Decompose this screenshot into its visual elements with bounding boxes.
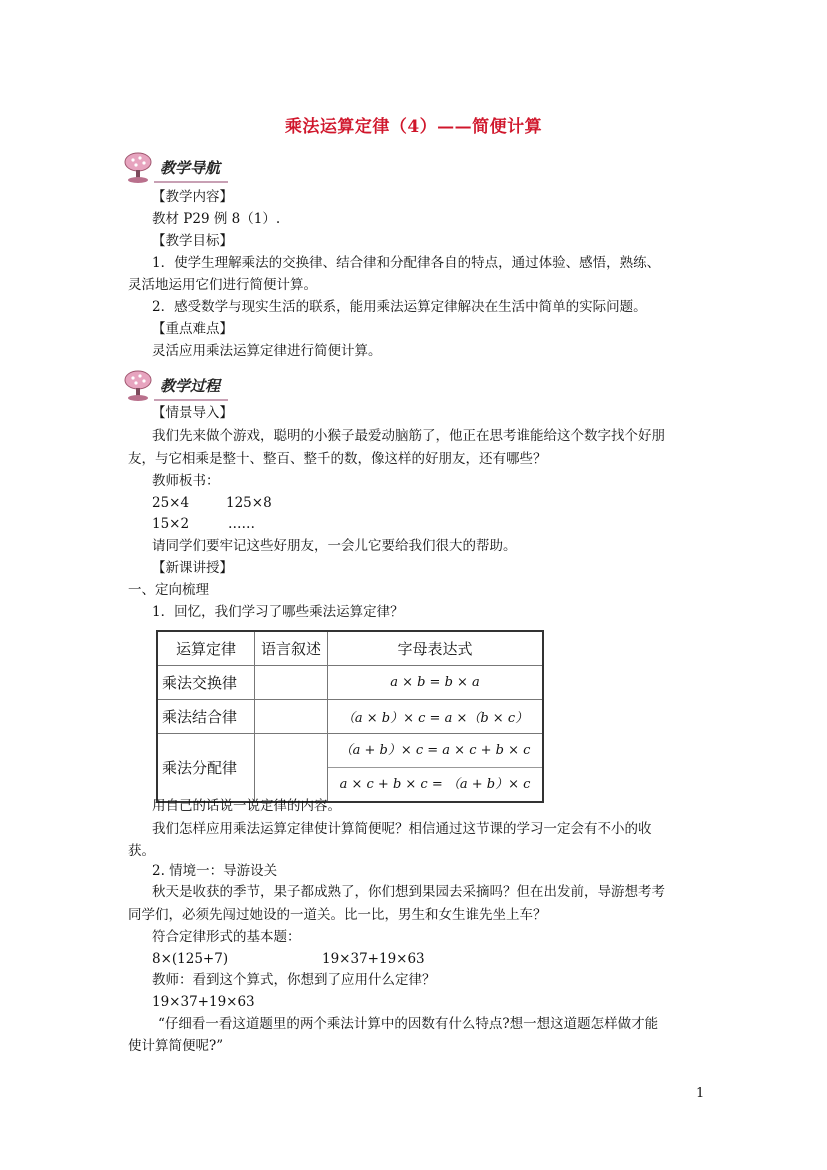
law-expression-pair	[328, 734, 544, 803]
table-row	[157, 734, 543, 803]
example-3: 19×37+19×63	[152, 994, 255, 1010]
remember-text: 请同学们要牢记这些好朋友，一会儿它要给我们很大的帮助。	[152, 538, 517, 554]
law-name: 乘法交换律	[157, 666, 255, 700]
law-expression: （a × b）× c = a ×（b × c）	[328, 700, 544, 734]
example-1: 8×(125+7)	[152, 951, 229, 967]
laws-table	[156, 630, 544, 803]
table-header: 字母表达式	[328, 631, 544, 666]
pair-2b: ……	[228, 516, 255, 532]
quote-b: 使计算简便呢?”	[128, 1038, 224, 1054]
how-a: 我们怎样应用乘法运算定律使计算简便呢？相信通过这节课的学习一定会有不小的收	[152, 821, 652, 837]
example-2: 19×37+19×63	[322, 951, 425, 967]
table-header-row	[157, 631, 543, 666]
heading-goals: 【教学目标】	[152, 233, 233, 249]
table-header: 运算定律	[157, 631, 255, 666]
scene-2: 2. 情境一：导游设关	[152, 863, 278, 879]
heading-content: 【教学内容】	[152, 189, 233, 205]
table-row	[157, 666, 543, 700]
content-text: 教材 P29 例 8（1）.	[152, 211, 281, 227]
heading-key: 【重点难点】	[152, 321, 233, 337]
section-badge-process	[118, 368, 258, 402]
table-row	[157, 700, 543, 734]
heading-new: 【新课讲授】	[152, 560, 233, 576]
quote-a: “仔细看一看这道题里的两个乘法计算中的因数有什么特点?想一想这道题怎样做才能	[158, 1016, 659, 1032]
intro-a: 我们先来做个游戏，聪明的小猴子最爱动脑筋了，他正在思考谁能给这个数字找个好朋	[152, 428, 665, 444]
page-title: 乘法运算定律（4）——简便计算	[284, 117, 543, 137]
autumn-b: 同学们，必须先闯过她设的一道关。比一比，男生和女生谁先坐上车？	[128, 907, 547, 923]
pair-1a: 25×4	[152, 495, 190, 511]
heading-intro: 【情景导入】	[152, 405, 233, 421]
law-expression: （a + b）× c = a × c + b × c	[328, 734, 542, 768]
how-b: 获。	[128, 843, 155, 859]
badge-label: 教学导航	[154, 156, 228, 183]
board-label: 教师板书：	[152, 473, 220, 489]
law-name: 乘法结合律	[157, 700, 255, 734]
basic-label: 符合定律形式的基本题：	[152, 929, 301, 945]
key-text: 灵活应用乘法运算定律进行简便计算。	[152, 343, 382, 359]
goal-1a: 1．使学生理解乘法的交换律、结合律和分配律各自的特点，通过体验、感悟，熟练、	[152, 255, 661, 271]
law-description	[255, 700, 328, 734]
intro-b: 友，与它相乘是整十、整百、整千的数，像这样的好朋友，还有哪些？	[128, 451, 547, 467]
teacher-question: 教师：看到这个算式，你想到了应用什么定律？	[152, 972, 436, 988]
law-expression: a × b = b × a	[328, 666, 544, 700]
lamp-icon	[118, 368, 158, 402]
badge-label: 教学过程	[154, 374, 228, 401]
pair-2a: 15×2	[152, 516, 190, 532]
pair-1b: 125×8	[226, 495, 272, 511]
question-1: 1．回忆，我们学习了哪些乘法运算定律？	[152, 604, 404, 620]
table-header: 语言叙述	[255, 631, 328, 666]
section-badge-guide	[118, 150, 258, 184]
goal-1b: 灵活地运用它们进行简便计算。	[128, 277, 317, 293]
part-1: 一、定向梳理	[128, 582, 209, 598]
after-table-text: 用自己的话说一说定律的内容。	[152, 798, 341, 814]
law-name: 乘法分配律	[157, 734, 255, 803]
autumn-a: 秋天是收获的季节，果子都成熟了，你们想到果园去采摘吗？但在出发前，导游想考考	[152, 884, 665, 900]
page-number: 1	[696, 1086, 705, 1101]
lamp-icon	[118, 150, 158, 184]
law-description	[255, 734, 328, 803]
law-description	[255, 666, 328, 700]
law-expression: a × c + b × c = （a + b）× c	[339, 777, 531, 792]
goal-2: 2．感受数学与现实生活的联系，能用乘法运算定律解决在生活中简单的实际问题。	[152, 299, 647, 315]
